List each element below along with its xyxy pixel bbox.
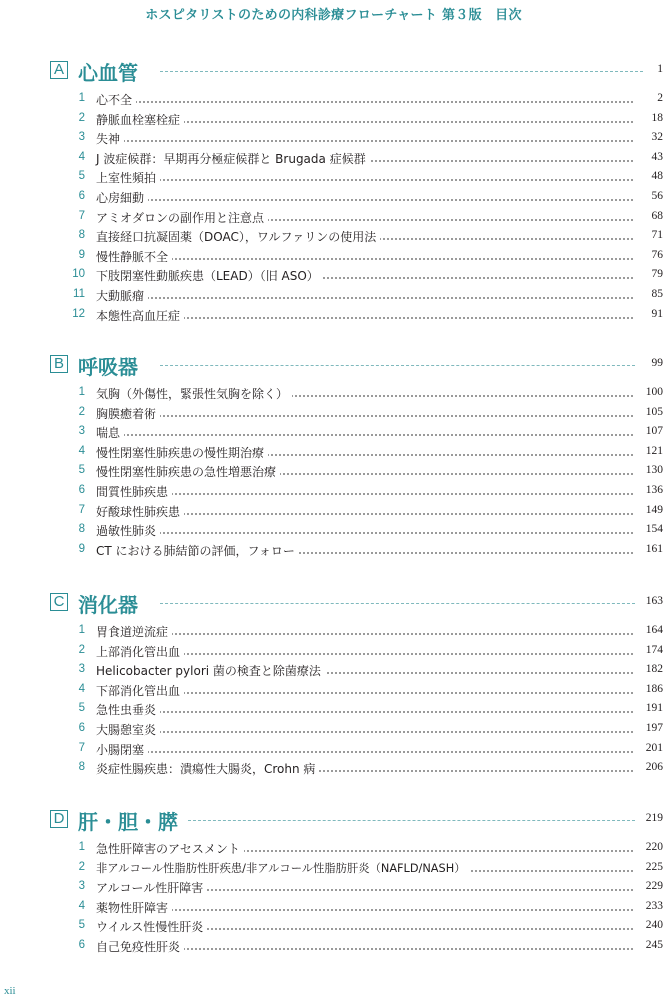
toc-entry[interactable]	[38, 859, 663, 879]
dot-leader	[96, 532, 633, 534]
entry-page: 136	[643, 484, 663, 496]
entry-number: 4	[78, 682, 85, 695]
entry-number: 1	[78, 624, 85, 636]
section-item-list	[38, 622, 663, 779]
entry-page: 186	[643, 683, 663, 695]
toc-entry[interactable]	[38, 227, 663, 247]
entry-page: 79	[649, 268, 664, 280]
section-title: 肝・胆・膵	[78, 810, 178, 834]
toc-entry[interactable]	[38, 149, 663, 169]
dot-leader	[96, 140, 633, 142]
toc-entry[interactable]	[38, 266, 663, 286]
toc-entry[interactable]	[38, 898, 663, 918]
toc-entry[interactable]	[38, 878, 663, 898]
entry-number: 6	[78, 483, 85, 496]
dot-leader	[96, 493, 633, 495]
dot-leader	[96, 258, 633, 260]
toc-entry[interactable]	[38, 404, 663, 424]
entry-title: 上部消化管出血	[96, 643, 184, 660]
entry-page: 121	[643, 445, 663, 457]
entry-title: 薬物性肝障害	[96, 899, 172, 916]
toc-entry[interactable]	[38, 740, 663, 760]
entry-number: 2	[78, 643, 85, 656]
toc-entry[interactable]	[38, 681, 663, 701]
section-page-number: 219	[645, 812, 663, 824]
dot-leader	[96, 415, 633, 417]
toc-entry[interactable]	[38, 188, 663, 208]
entry-title: 心房細動	[96, 189, 148, 206]
toc-entry[interactable]	[38, 622, 663, 642]
entry-title: 非アルコール性脂肪性肝疾患/非アルコール性脂肪肝炎（NAFLD/NASH）	[96, 860, 470, 876]
entry-page: 201	[643, 742, 663, 754]
section-dash-line	[160, 71, 643, 72]
entry-page: 206	[643, 761, 663, 773]
section-heading	[38, 805, 663, 833]
entry-title: 小腸閉塞	[96, 741, 148, 758]
toc-entry[interactable]	[38, 286, 663, 306]
toc-entry[interactable]	[38, 937, 663, 957]
entry-page: 197	[643, 722, 663, 734]
entry-number: 9	[78, 542, 85, 555]
entry-page: 2	[654, 92, 663, 104]
entry-title: J 波症候群：早期再分極症候群と Brugada 症候群	[96, 150, 370, 167]
toc-entry[interactable]	[38, 384, 663, 404]
entry-number: 3	[78, 880, 85, 893]
dot-leader	[96, 297, 633, 299]
entry-number: 8	[78, 523, 85, 536]
section-dash-line	[160, 365, 635, 366]
entry-title: Helicobacter pylori 菌の検査と除菌療法	[96, 662, 325, 679]
entry-page: 174	[643, 644, 663, 656]
entry-number: 6	[78, 938, 85, 951]
entry-page: 32	[649, 131, 664, 143]
section-page-number: 1	[657, 63, 663, 75]
dot-leader	[96, 909, 633, 911]
entry-page: 245	[643, 939, 663, 951]
entry-title: アミオダロンの副作用と注意点	[96, 209, 268, 226]
entry-number: 1	[78, 841, 85, 853]
toc-entry[interactable]	[38, 502, 663, 522]
toc-entry[interactable]	[38, 482, 663, 502]
section-respiratory	[38, 350, 663, 560]
entry-title: 上室性頻拍	[96, 169, 160, 186]
entry-page: 225	[643, 861, 663, 873]
toc-entry[interactable]	[38, 443, 663, 463]
entry-number: 11	[73, 287, 85, 300]
toc-entry[interactable]	[38, 917, 663, 937]
entry-page: 154	[643, 523, 663, 535]
entry-title: 炎症性腸疾患：潰瘍性大腸炎，Crohn 病	[96, 760, 319, 777]
entry-page: 43	[649, 151, 664, 163]
entry-page: 100	[643, 386, 663, 398]
entry-number: 6	[78, 721, 85, 734]
entry-title: 急性虫垂炎	[96, 701, 160, 718]
entry-title: 静脈血栓塞栓症	[96, 111, 184, 128]
entry-number: 2	[78, 405, 85, 418]
entry-title: ウイルス性慢性肝炎	[96, 918, 207, 935]
section-cardiovascular	[38, 56, 663, 325]
entry-page: 229	[643, 880, 663, 892]
toc-entry[interactable]	[38, 462, 663, 482]
entry-number: 8	[78, 229, 85, 242]
toc-entry[interactable]	[38, 700, 663, 720]
section-page-number: 99	[651, 357, 663, 369]
entry-page: 76	[649, 249, 664, 261]
section-gastroenterology	[38, 588, 663, 779]
dot-leader	[96, 731, 633, 733]
entry-title: 慢性静脈不全	[96, 248, 172, 265]
toc-entry[interactable]	[38, 521, 663, 541]
entry-number: 3	[78, 131, 85, 144]
entry-page: 68	[649, 210, 664, 222]
entry-page: 220	[643, 841, 663, 853]
section-heading	[38, 56, 663, 84]
entry-number: 6	[78, 189, 85, 202]
entry-number: 4	[78, 150, 85, 163]
entry-title: 大動脈瘤	[96, 287, 148, 304]
entry-title: 心不全	[96, 91, 136, 108]
toc-entry[interactable]	[38, 168, 663, 188]
page-folio: xii	[4, 985, 16, 997]
entry-title: 下部消化管出血	[96, 682, 184, 699]
entry-number: 7	[78, 209, 85, 222]
entry-page: 130	[643, 464, 663, 476]
toc-entry[interactable]	[38, 642, 663, 662]
entry-number: 7	[78, 503, 85, 516]
toc-entry[interactable]	[38, 839, 663, 859]
entry-number: 8	[78, 761, 85, 774]
entry-title: 本態性高血圧症	[96, 307, 184, 324]
entry-title: 急性肝障害のアセスメント	[96, 840, 244, 857]
section-letter-box: B	[50, 355, 68, 373]
section-page-number: 163	[645, 595, 663, 607]
section-title: 消化器	[78, 593, 138, 617]
entry-number: 3	[78, 663, 85, 676]
section-dash-line	[160, 603, 635, 604]
entry-page: 164	[643, 624, 663, 636]
entry-title: 自己免疫性肝炎	[96, 938, 184, 955]
entry-number: 1	[78, 386, 85, 398]
dot-leader	[96, 633, 633, 635]
entry-page: 56	[649, 190, 664, 202]
entry-page: 233	[643, 900, 663, 912]
entry-title: 好酸球性肺疾患	[96, 503, 184, 520]
section-letter-box: A	[50, 61, 68, 79]
entry-title: CT における肺結節の評価，フォロー	[96, 542, 299, 559]
section-letter-box: C	[50, 593, 68, 611]
section-item-list	[38, 90, 663, 325]
section-title: 呼吸器	[78, 355, 138, 379]
entry-title: 気胸（外傷性，緊張性気胸を除く）	[96, 385, 292, 402]
dot-leader	[96, 711, 633, 713]
section-dash-line	[188, 820, 635, 821]
entry-title: 慢性閉塞性肺疾患の急性増悪治療	[96, 463, 280, 480]
entry-page: 48	[649, 170, 664, 182]
entry-title: 直接経口抗凝固薬（DOAC），ワルファリンの使用法	[96, 228, 380, 245]
entry-number: 5	[78, 702, 85, 715]
entry-title: 胃食道逆流症	[96, 623, 172, 640]
entry-page: 149	[643, 504, 663, 516]
entry-page: 107	[643, 425, 663, 437]
entry-number: 12	[72, 307, 85, 320]
section-item-list	[38, 839, 663, 957]
toc-entry[interactable]	[38, 423, 663, 443]
section-heading	[38, 350, 663, 378]
dot-leader	[96, 101, 633, 103]
entry-title: 大腸憩室炎	[96, 721, 160, 738]
toc-entry[interactable]	[38, 306, 663, 326]
entry-page: 161	[643, 543, 663, 555]
entry-page: 191	[643, 702, 663, 714]
entry-number: 5	[78, 170, 85, 183]
toc-entry[interactable]	[38, 759, 663, 779]
entry-number: 9	[78, 248, 85, 261]
toc-entry[interactable]	[38, 541, 663, 561]
entry-title: 間質性肺疾患	[96, 483, 172, 500]
entry-page: 91	[649, 308, 664, 320]
page-header: ホスピタリストのための内科診療フローチャート 第３版 目次	[145, 8, 522, 23]
section-heading	[38, 588, 663, 616]
entry-number: 4	[78, 444, 85, 457]
entry-page: 240	[643, 919, 663, 931]
entry-page: 182	[643, 663, 663, 675]
dot-leader	[96, 751, 633, 753]
dot-leader	[96, 179, 633, 181]
toc-entry[interactable]	[38, 90, 663, 110]
entry-number: 5	[78, 464, 85, 477]
dot-leader	[96, 199, 633, 201]
entry-page: 105	[643, 406, 663, 418]
entry-title: 下肢閉塞性動脈疾患（LEAD）（旧 ASO）	[96, 267, 323, 284]
toc-entry[interactable]	[38, 208, 663, 228]
entry-number: 2	[78, 860, 85, 873]
entry-title: 喘息	[96, 424, 124, 441]
entry-number: 3	[78, 425, 85, 438]
entry-page: 85	[649, 288, 664, 300]
entry-number: 4	[78, 899, 85, 912]
toc-entry[interactable]	[38, 110, 663, 130]
entry-number: 7	[78, 741, 85, 754]
entry-page: 71	[649, 229, 664, 241]
toc-entry[interactable]	[38, 661, 663, 681]
entry-title: アルコール性肝障害	[96, 879, 207, 896]
entry-title: 過敏性肺炎	[96, 522, 160, 539]
toc-entry[interactable]	[38, 720, 663, 740]
section-item-list	[38, 384, 663, 560]
entry-number: 1	[78, 92, 85, 104]
toc-entry[interactable]	[38, 129, 663, 149]
entry-number: 5	[78, 919, 85, 932]
section-title: 心血管	[78, 61, 138, 85]
toc-entry[interactable]	[38, 247, 663, 267]
entry-title: 失神	[96, 130, 124, 147]
entry-number: 10	[72, 268, 85, 281]
section-hepatobiliary	[38, 805, 663, 957]
entry-number: 2	[78, 111, 85, 124]
dot-leader	[96, 434, 633, 436]
entry-title: 胸膜癒着術	[96, 405, 160, 422]
entry-page: 18	[649, 112, 664, 124]
entry-title: 慢性閉塞性肺疾患の慢性期治療	[96, 444, 268, 461]
section-letter-box: D	[50, 810, 68, 828]
